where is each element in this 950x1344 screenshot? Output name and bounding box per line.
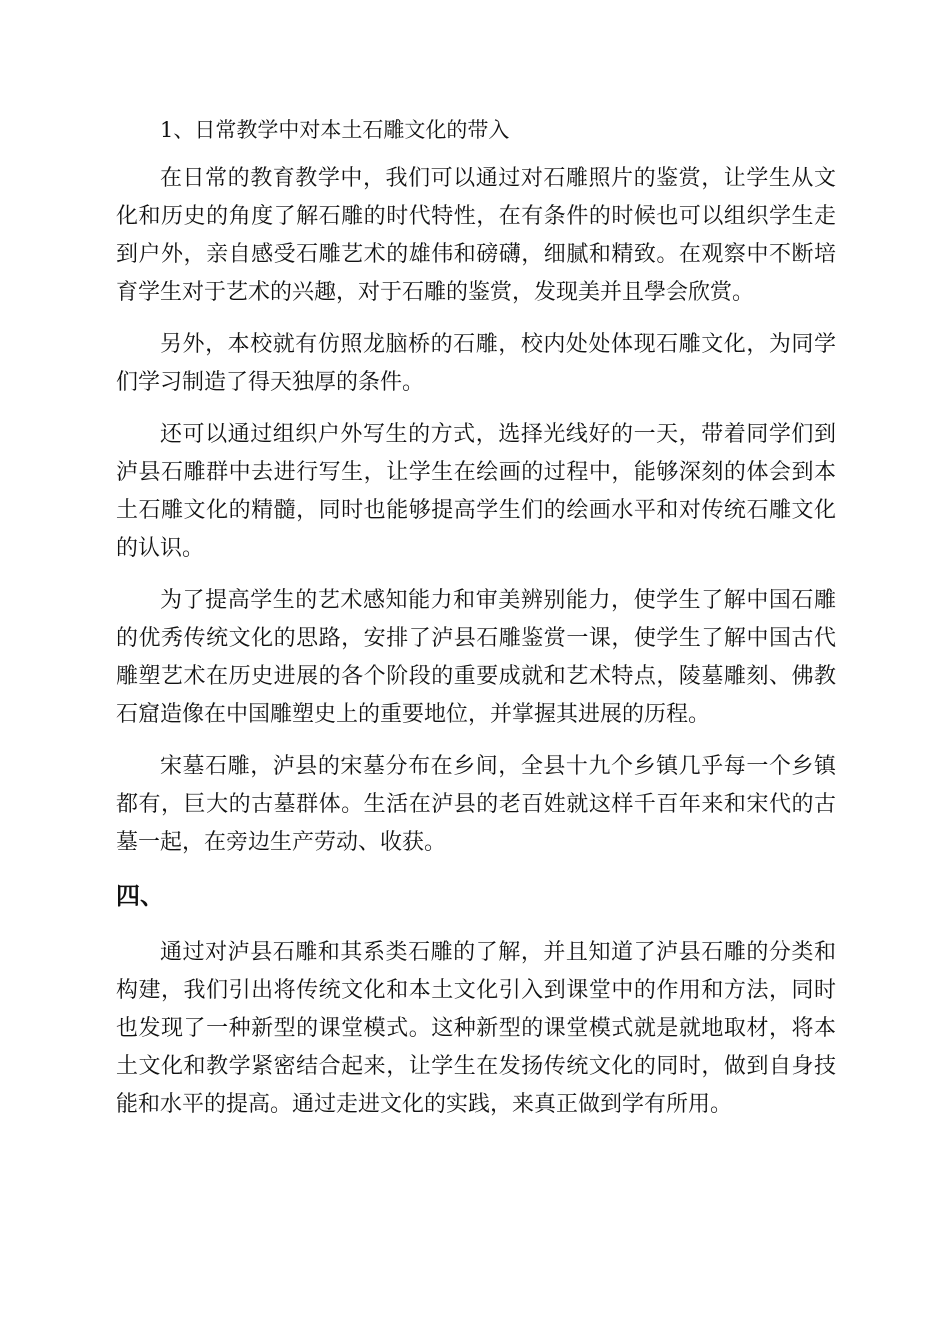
- paragraph-school-bridge: 另外，本校就有仿照龙脑桥的石雕，校内处处体现石雕文化，为同学们学习制造了得天独厚的条件。: [116, 332, 836, 395]
- paragraph-photo-appreciation: 在日常的教育教学中，我们可以通过对石雕照片的鉴赏，让学生从文化和历史的角度了解石雕的时代特性，在有条件的时候也可以组织学生走到户外，亲自感受石雕艺术的雄伟和磅礴，细腻和精致。在观察中不断培育学生对于艺术的兴趣，对于石雕的鉴赏，发现美并且學会欣赏。: [116, 166, 836, 305]
- paragraph-conclusion: 通过对泸县石雕和其系类石雕的了解，并且知道了泸县石雕的分类和构建，我们引出将传统文化和本土文化引入到课堂中的作用和方法，同时也发现了一种新型的课堂模式。这种新型的课堂模式就是就地取材，将本土文化和教学紧密结合起来，让学生在发扬传统文化的同时，做到自身技能和水平的提高。通过走进文化的实践，来真正做到学有所用。: [116, 940, 836, 1117]
- document-page: [116, 110, 836, 1138]
- paragraph-outdoor-sketching: 还可以通过组织户外写生的方式，选择光线好的一天，带着同学们到泸县石雕群中去进行写生，让学生在绘画的过程中，能够深刻的体会到本土石雕文化的精髓，同时也能够提高学生们的绘画水平和对传统石雕文化的认识。: [116, 422, 836, 561]
- subsection-heading: 1、日常教学中对本土石雕文化的带入: [160, 118, 510, 142]
- paragraph-song-tombs: 宋墓石雕，泸县的宋墓分布在乡间，全县十九个乡镇几乎每一个乡镇都有，巨大的古墓群体。生活在泸县的老百姓就这样千百年来和宋代的古墓一起，在旁边生产劳动、收获。: [116, 754, 836, 855]
- section-heading-four: 四、: [116, 882, 164, 910]
- paragraph-appreciation-lesson: 为了提高学生的艺术感知能力和审美辨别能力，使学生了解中国石雕的优秀传统文化的思路，安排了泸县石雕鉴赏一课，使学生了解中国古代雕塑艺术在历史进展的各个阶段的重要成就和艺术特点，陵墓雕刻、佛教石窟造像在中国雕塑史上的重要地位，并掌握其进展的历程。: [116, 588, 836, 727]
